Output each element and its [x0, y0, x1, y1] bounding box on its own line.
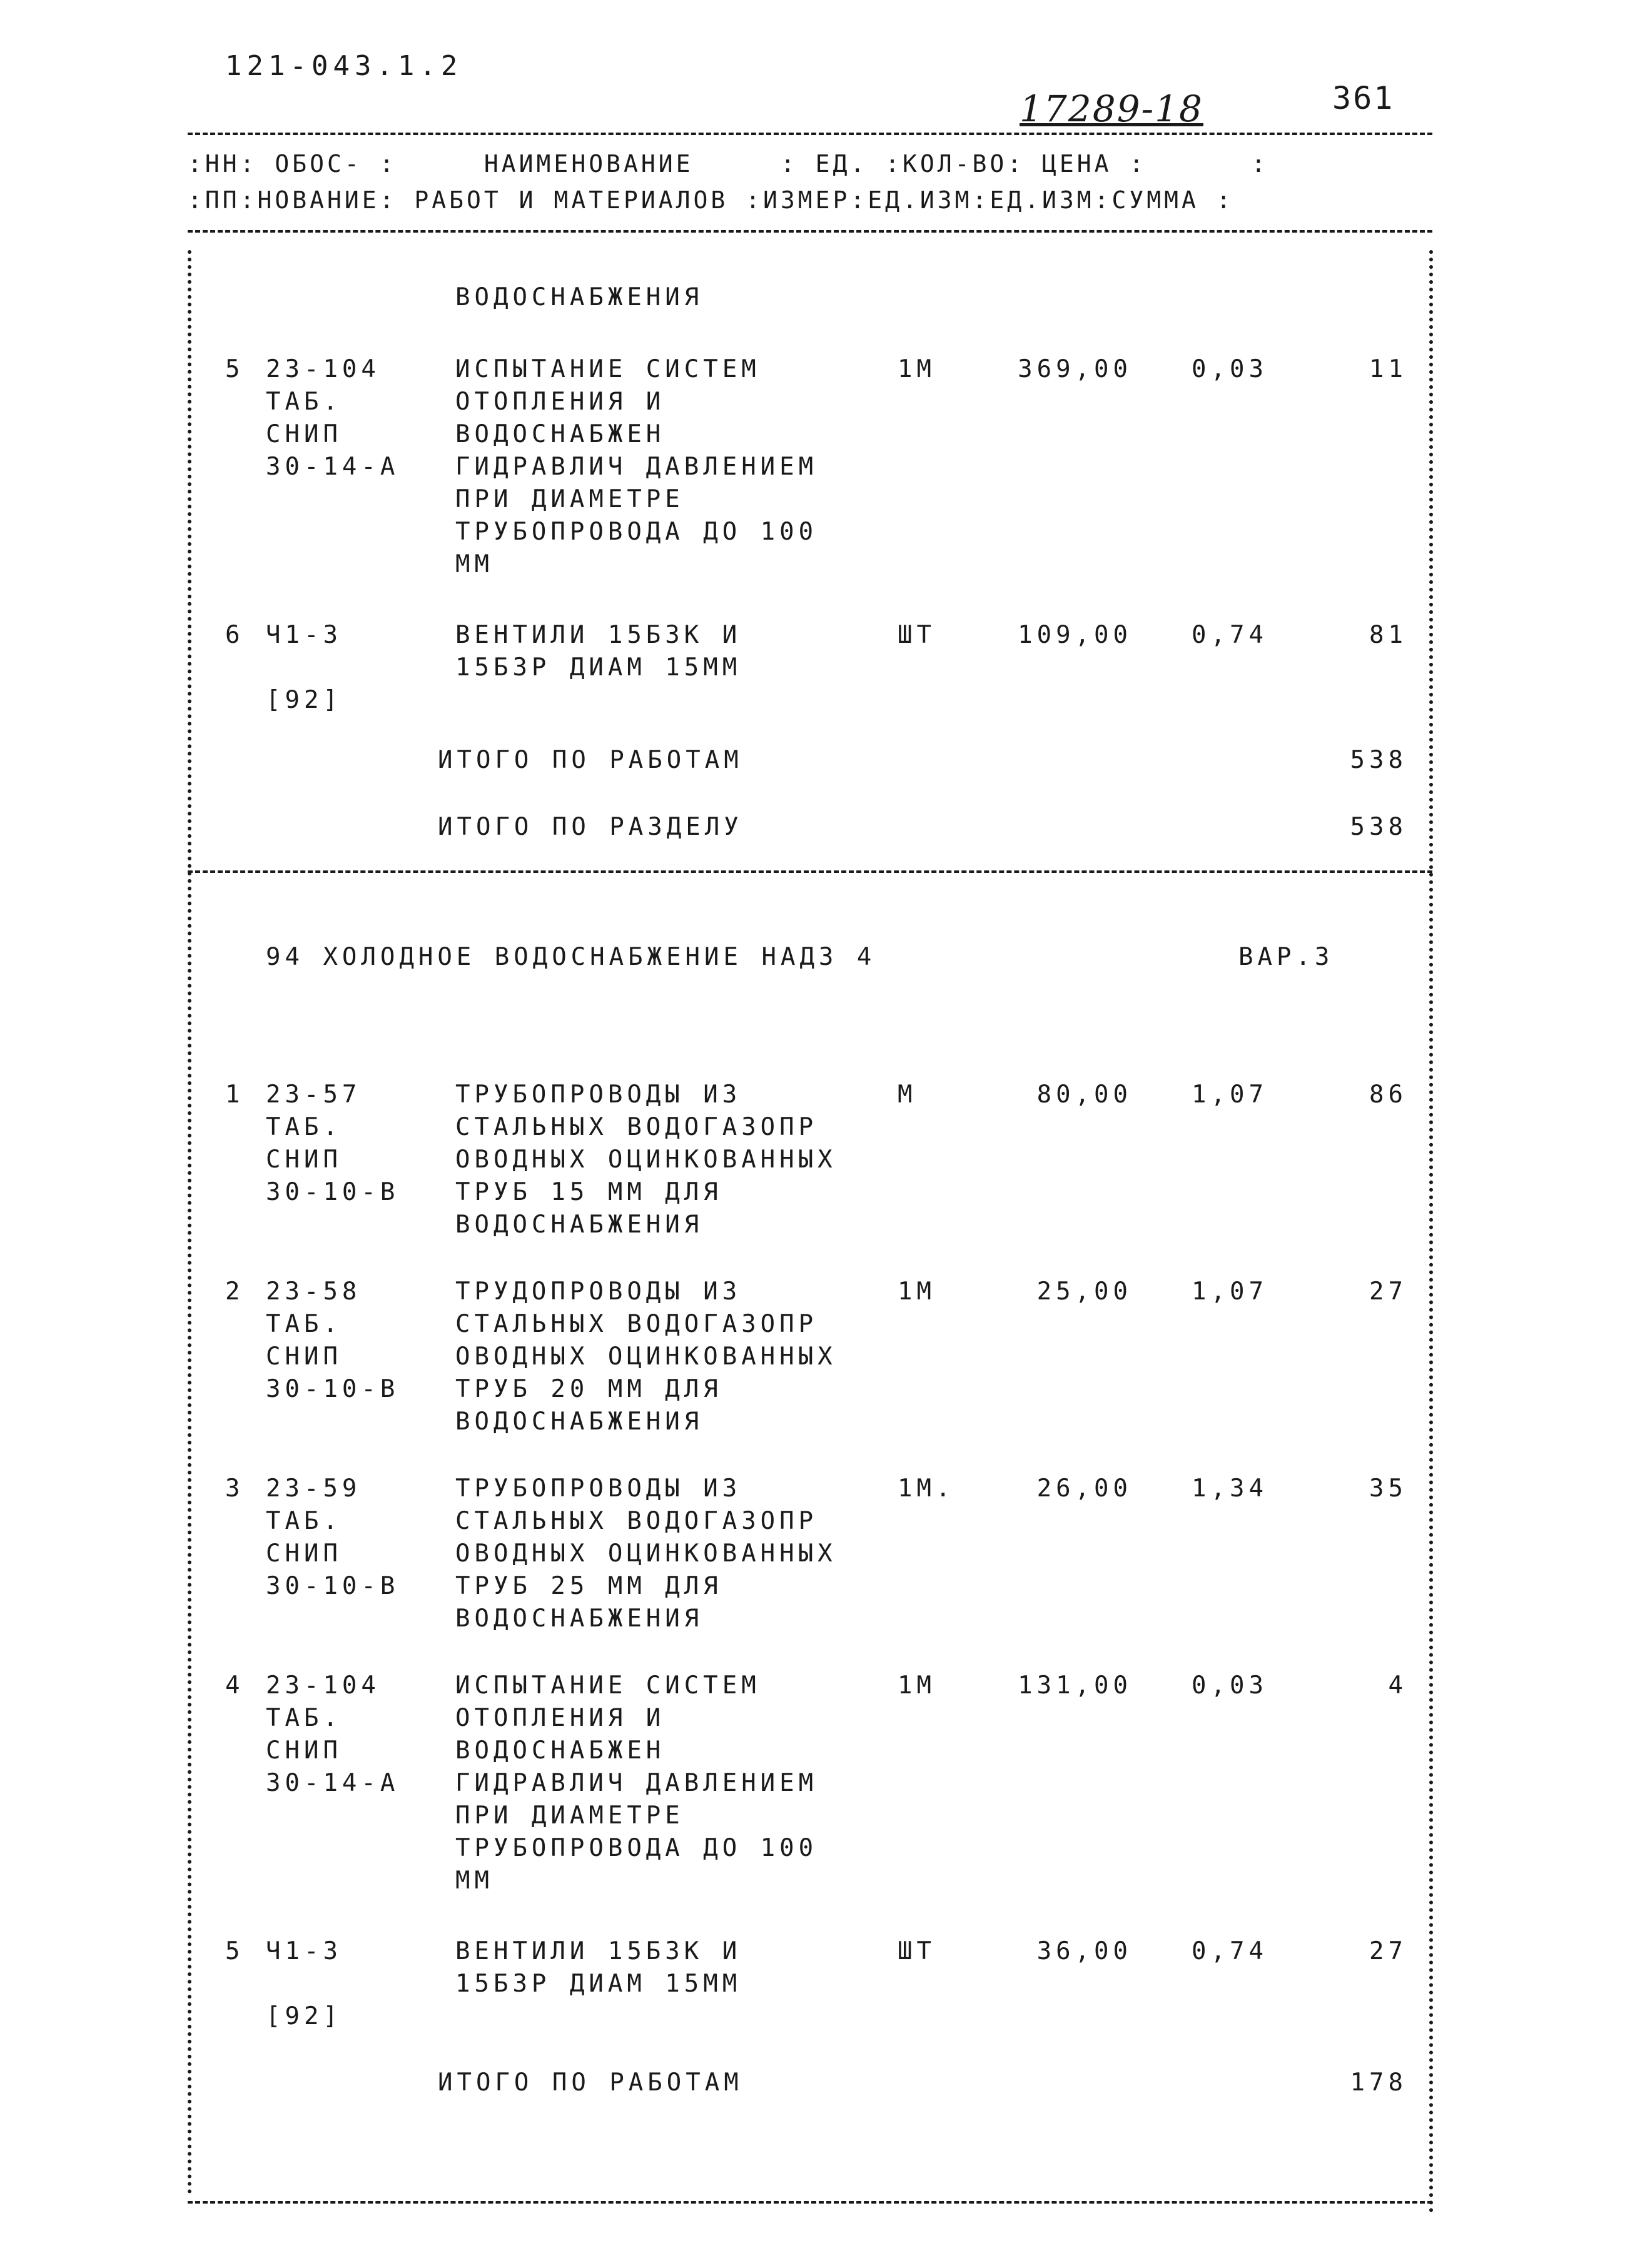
quantity: 369,00 — [1018, 355, 1132, 383]
unit: 1М. — [898, 1474, 955, 1503]
section-title: 94 ХОЛОДНОЕ ВОДОСНАБЖЕНИЕ НАДЗ 4 — [266, 943, 876, 971]
sum: 27 — [1369, 1937, 1407, 1965]
code-line: СНИП — [266, 420, 342, 448]
quantity: 26,00 — [1036, 1474, 1132, 1503]
name-line: ВОДОСНАБЖЕНИЯ — [455, 1605, 704, 1633]
sum: 4 — [1388, 1671, 1407, 1700]
price: 0,74 — [1192, 621, 1268, 649]
unit: 1М — [898, 1671, 936, 1700]
code-line: 23-104 — [266, 355, 380, 383]
name-line: ТРУБОПРОВОДА ДО 100 — [455, 1834, 818, 1862]
unit: ШТ — [898, 1937, 936, 1965]
row-number: 5 — [225, 1937, 245, 1965]
section-variant: ВАР.3 — [1238, 943, 1334, 971]
quantity: 109,00 — [1018, 621, 1132, 649]
bottom-rule — [188, 2201, 1432, 2204]
name-line: ММ — [455, 1867, 494, 1895]
code-line: 23-104 — [266, 1671, 380, 1700]
code-line: ТАБ. — [266, 1704, 342, 1732]
name-line: СТАЛЬНЫХ ВОДОГАЗОПР — [455, 1310, 818, 1338]
row-number: 5 — [225, 355, 245, 383]
sum: 81 — [1369, 621, 1407, 649]
left-border — [188, 250, 191, 2195]
total-label: ИТОГО ПО РАБОТАМ — [438, 2069, 743, 2097]
name-line: ПРИ ДИАМЕТРЕ — [455, 1802, 684, 1830]
name-line: ОТОПЛЕНИЯ И — [455, 1704, 666, 1732]
name-line: ИСПЫТАНИЕ СИСТЕМ — [455, 355, 761, 383]
unit: 1М — [898, 1278, 936, 1306]
name-line: ОВОДНЫХ ОЦИНКОВАННЫХ — [455, 1343, 837, 1371]
name-line: ВОДОСНАБЖЕНИЯ — [455, 1408, 704, 1436]
code-line: ТАБ. — [266, 1310, 342, 1338]
section-continued-title: ВОДОСНАБЖЕНИЯ — [455, 283, 704, 311]
name-line: ВОДОСНАБЖЕНИЯ — [455, 1211, 704, 1239]
row-number: 1 — [225, 1081, 245, 1109]
code-line: 23-57 — [266, 1081, 362, 1109]
name-line: ТРУБОПРОВОДЫ ИЗ — [455, 1474, 742, 1503]
row-number: 3 — [225, 1474, 245, 1503]
row-number: 2 — [225, 1278, 245, 1306]
name-line: СТАЛЬНЫХ ВОДОГАЗОПР — [455, 1507, 818, 1535]
name-line: ТРУБ 20 ММ ДЛЯ — [455, 1375, 722, 1403]
doc-number: 121-043.1.2 — [225, 50, 463, 82]
row-number: 6 — [225, 621, 245, 649]
code-line: 30-10-В — [266, 1572, 400, 1600]
name-line: ВОДОСНАБЖЕН — [455, 420, 666, 448]
name-line: ТРУБ 25 ММ ДЛЯ — [455, 1572, 722, 1600]
name-line: ГИДРАВЛИЧ ДАВЛЕНИЕМ — [455, 1769, 818, 1797]
name-line: ММ — [455, 550, 494, 578]
quantity: 25,00 — [1036, 1278, 1132, 1306]
code-line: ТАБ. — [266, 388, 342, 416]
sum: 35 — [1369, 1474, 1407, 1503]
quantity: 80,00 — [1036, 1081, 1132, 1109]
right-border — [1429, 250, 1433, 2214]
column-header-row-2: :ПП:НОВАНИЕ: РАБОТ И МАТЕРИАЛОВ :ИЗМЕР:ЕД.ИЗМ:ЕД.ИЗМ:СУММА : — [188, 186, 1234, 214]
column-header-row-1: :НН: ОБОС- : НАИМЕНОВАНИЕ : ЕД. :КОЛ-ВО: ЦЕНА : : — [188, 150, 1269, 178]
row-number: 4 — [225, 1671, 245, 1700]
sum: 11 — [1369, 355, 1407, 383]
name-line: ВЕНТИЛИ 15Б3К И — [455, 1937, 742, 1965]
total-label: ИТОГО ПО РАЗДЕЛУ — [438, 813, 743, 841]
price: 0,74 — [1192, 1937, 1268, 1965]
code-line: 23-58 — [266, 1278, 362, 1306]
price: 1,34 — [1192, 1474, 1268, 1503]
name-line: ГИДРАВЛИЧ ДАВЛЕНИЕМ — [455, 453, 818, 481]
quantity: 131,00 — [1018, 1671, 1132, 1700]
name-line: ТРУДОПРОВОДЫ ИЗ — [455, 1278, 742, 1306]
code-line: 30-10-В — [266, 1375, 400, 1403]
code-line: ТАБ. — [266, 1507, 342, 1535]
header-rule — [188, 230, 1432, 233]
total-value: 538 — [1350, 746, 1407, 774]
price: 0,03 — [1192, 1671, 1268, 1700]
name-line: ИСПЫТАНИЕ СИСТЕМ — [455, 1671, 761, 1700]
name-line: ОВОДНЫХ ОЦИНКОВАННЫХ — [455, 1540, 837, 1568]
code-line: [92] — [266, 2002, 342, 2030]
page-number: 361 — [1332, 80, 1395, 116]
total-value: 538 — [1350, 813, 1407, 841]
name-line: 15Б3Р ДИАМ 15ММ — [455, 653, 742, 682]
name-line: ОВОДНЫХ ОЦИНКОВАННЫХ — [455, 1146, 837, 1174]
name-line: ТРУБ 15 ММ ДЛЯ — [455, 1178, 722, 1206]
price: 0,03 — [1192, 355, 1268, 383]
code-line: СНИП — [266, 1146, 342, 1174]
name-line: 15Б3Р ДИАМ 15ММ — [455, 1970, 742, 1998]
code-line: 30-14-А — [266, 453, 400, 481]
quantity: 36,00 — [1036, 1937, 1132, 1965]
unit: ШТ — [898, 621, 936, 649]
registration-number: 17289-18 — [1020, 88, 1203, 130]
name-line: ТРУБОПРОВОДА ДО 100 — [455, 518, 818, 546]
price: 1,07 — [1192, 1278, 1268, 1306]
code-line: ТАБ. — [266, 1113, 342, 1141]
name-line: ВОДОСНАБЖЕН — [455, 1736, 666, 1765]
name-line: ОТОПЛЕНИЯ И — [455, 388, 666, 416]
sum: 86 — [1369, 1081, 1407, 1109]
total-value: 178 — [1350, 2069, 1407, 2097]
name-line: ВЕНТИЛИ 15Б3К И — [455, 621, 742, 649]
code-line: Ч1-3 — [266, 621, 342, 649]
unit: М — [898, 1081, 917, 1109]
top-rule — [188, 133, 1432, 135]
code-line: СНИП — [266, 1736, 342, 1765]
code-line: 30-14-А — [266, 1769, 400, 1797]
name-line: ПРИ ДИАМЕТРЕ — [455, 485, 684, 513]
code-line: СНИП — [266, 1540, 342, 1568]
code-line: [92] — [266, 686, 342, 714]
code-line: 30-10-В — [266, 1178, 400, 1206]
unit: 1М — [898, 355, 936, 383]
name-line: ТРУБОПРОВОДЫ ИЗ — [455, 1081, 742, 1109]
total-label: ИТОГО ПО РАБОТАМ — [438, 746, 743, 774]
code-line: 23-59 — [266, 1474, 362, 1503]
code-line: Ч1-3 — [266, 1937, 342, 1965]
sum: 27 — [1369, 1278, 1407, 1306]
code-line: СНИП — [266, 1343, 342, 1371]
name-line: СТАЛЬНЫХ ВОДОГАЗОПР — [455, 1113, 818, 1141]
price: 1,07 — [1192, 1081, 1268, 1109]
section-rule — [188, 870, 1432, 873]
